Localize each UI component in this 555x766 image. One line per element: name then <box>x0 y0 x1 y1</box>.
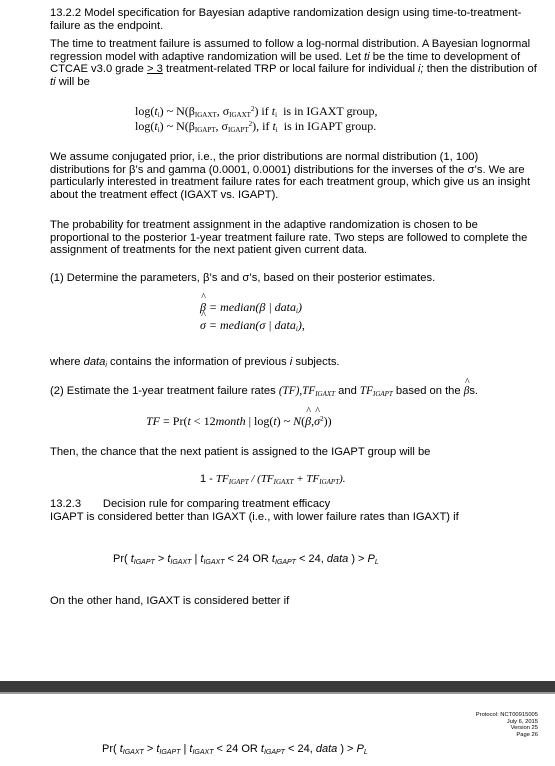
sigma-estimate-equation: ^ σ = median(σ | data$_i$), <box>200 318 305 333</box>
other-hand-text: On the other hand, IGAXT is considered better if <box>50 595 290 607</box>
section-13-2-2-heading: 13.2.2 Model specification for Bayesian adaptive randomization design using time-to-treatment-failure as the endpoint. <box>50 7 522 32</box>
tf-equation: TF = Pr(t < 12month | log(t) ~ N(^ β,^ $\sigma^2$)) <box>146 414 332 429</box>
assignment-probability-formula: $1 - TF_{IGAPT} / (TF_{IGAXT} + TF_{IGAPT})$. <box>200 473 346 486</box>
protocol-footer <box>476 712 538 738</box>
step-1-text: (1) Determine the parameters, β’s and σ’s, based on their posterior estimates. <box>50 272 436 284</box>
decision-rule-igapt-better: Pr( $t_{IGAPT} > t_{IGAXT}$ | $t_{IGAXT} < 24$ OR $t_{IGAPT} < 24$, data ) > $P_L$ <box>113 553 379 566</box>
beta-estimate-equation: ^ β = median(β | data$_i$) <box>200 300 302 315</box>
model-equation-igapt: $\log(t_i)$ ~ $N(\beta_{IGAPT}$, $\sigma_{IGAPT}^2$), if $t_i$ is in IGAPT group. <box>135 119 377 134</box>
footer-protocol: Protocol: NCT00915005 <box>475 712 538 718</box>
where-data-text: where data$_i$ contains the information of previous i subjects. <box>50 356 340 369</box>
decision-rule-igaxt-better: Pr( $t_{IGAXT} > t_{IGAPT}$ | $t_{IGAXT} < 24$ OR $t_{IGAPT} < 24$, data ) > $P_L$ <box>102 743 368 756</box>
footer-page: Page 26 <box>516 731 538 738</box>
footer-date: July 6, 2015 <box>506 718 538 725</box>
page-break-shadow <box>0 692 555 694</box>
footer-version: Version 25 <box>510 725 538 732</box>
section-13-2-3-heading: 13.2.3 Decision rule for comparing treatment efficacy <box>50 498 331 510</box>
paragraph-model-intro: The time to treatment failure is assumed to follow a log-normal distribution. A Bayesian lognormal regression model with adaptive randomization will be used. Let ti be the time to development of CTCAE v3.0 grade > 3 treatment-related TRP or local failure for individual i; then the distribution of ti will be <box>50 38 537 88</box>
step-2-text: (2) Estimate the 1-year treatment failure rates $(TF),TF_{IGAXT}$ and $TF_{IGAPT}$ based on the ^ βs. <box>50 385 538 401</box>
page-break-bar <box>0 681 555 692</box>
section-13-2-3-text: IGAPT is considered better than IGAXT (i.e., with lower failure rates than IGAXT) if <box>50 511 459 523</box>
then-text: Then, the chance that the next patient is assigned to the IGAPT group will be <box>50 446 431 458</box>
paragraph-prior: We assume conjugated prior, i.e., the prior distributions are normal distribution (1, 100) distributions for β’s and gamma (0.0001, 0.0001) distributions for the inverses of the σ’s. We are particularly interested in treatment failure rates for each treatment group, which give us an insight about the treatment effect (IGAXT vs. IGAPT). <box>50 151 531 201</box>
model-equation-igaxt: $\log(t_i)$ ~ $N(\beta_{IGAXT}$, $\sigma_{IGAXT}^2$) if $t_i$ is in IGAXT group, <box>135 104 378 119</box>
paragraph-assignment-probability: The probability for treatment assignment in the adaptive randomization is chosen to be proportional to the posterior 1-year treatment failure rate. Two steps are followed to complete the assignment of treatments for the next patient given current data. <box>50 219 528 257</box>
